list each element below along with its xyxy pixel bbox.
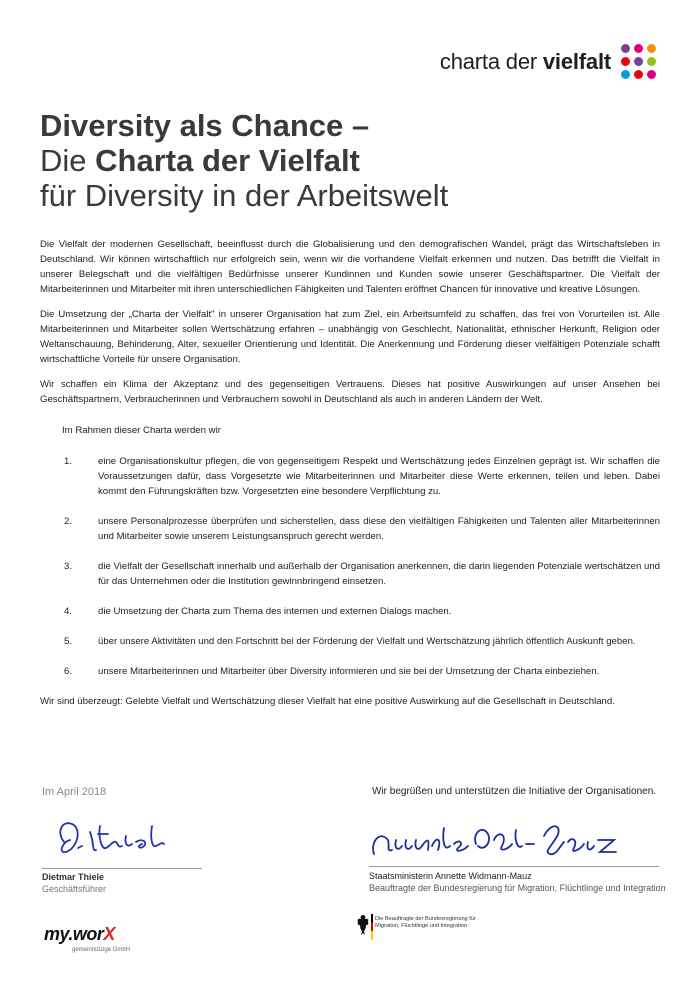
signing-date: Im April 2018: [42, 786, 107, 798]
title-line-3: für Diversity in der Arbeitswelt: [40, 178, 449, 213]
signature-right: [368, 806, 638, 866]
logo-dot: [634, 44, 643, 53]
logo-dot: [621, 70, 630, 79]
logo-dot: [621, 57, 630, 66]
logo-dot: [621, 44, 630, 53]
charta-logo: [440, 44, 656, 79]
document-title: [40, 108, 660, 213]
paragraph: Die Vielfalt der modernen Gesellschaft, beeinflusst durch die Globalisierung und den demografischen Wandel, prägt das Wirtschaftsleben in Deutschland. Wir können wirtschaftlich nur erfolgreich sein, wenn wir die vorhandene Vielfalt erkennen und nutzen. Das betrifft die Vielfalt in unserer Belegschaft und die vielfältigen Bedürfnisse unserer Kundinnen und Kunden sowie unserer Geschäftspartner. Die Vielfalt der Mitarbeiterinnen und Mitarbeiter mit ihren unterschiedlichen Fähigkeiten und Talenten eröffnet Chancen für innovative und kreative Lösungen.: [40, 239, 660, 295]
signer-right-role: Beauftragte der Bundesregierung für Migration, Flüchtlinge und Integration: [369, 883, 666, 893]
list-item: 2. unsere Personalprozesse überprüfen und sicherstellen, dass diese den vielfältigen Fähigkeiten und Talenten aller Mitarbeiterinnen und Mitarbeiter sowie unserem Leistungsanspruch gerecht werden.: [64, 516, 660, 542]
commitments-intro: Im Rahmen dieser Charta werden wir: [62, 425, 221, 436]
logo-text: charta der vielfalt: [439, 48, 611, 74]
list-item: 6. unsere Mitarbeiterinnen und Mitarbeiter über Diversity informieren und sie bei der Umsetzung der Charta einbeziehen.: [64, 666, 600, 677]
logo-dot: [647, 57, 656, 66]
myworx-logo: my.worX: [44, 924, 115, 944]
signer-left-role: Geschäftsführer: [42, 884, 107, 894]
myworx-subtitle: gemeinnützige GmbH: [72, 947, 131, 953]
government-logo-text: Die Beauftragte der Bundesregierung für Migration, Flüchtlinge und Integration: [375, 916, 476, 929]
signer-right-name: Staatsministerin Annette Widmann-Mauz: [369, 871, 532, 881]
logo-dot: [647, 70, 656, 79]
list-item: 5. über unsere Aktivitäten und den Fortschritt bei der Förderung der Vielfalt und Wertschätzung jährlich öffentlich Auskunft geben.: [64, 636, 636, 647]
logo-dot: [647, 44, 656, 53]
paragraph: Die Umsetzung der „Charta der Vielfalt" in unserer Organisation hat zum Ziel, ein Arbeitsumfeld zu schaffen, das frei von Vorurteilen ist. Alle Mitarbeiterinnen und Mitarbeiter sollen Wertschätzung erfahren – unabhängig von Geschlecht, Nationalität, ethnischer Herkunft, Religion oder Weltanschauung, Behinderung, Alter, sexueller Orientierung und Identität. Die Anerkennung und Förderung dieser vielfältigen Potenziale schafft wirtschaftliche Vorteile für unsere Organisation.: [40, 309, 660, 365]
logo-dots: [621, 44, 656, 79]
list-item: 3. die Vielfalt der Gesellschaft innerhalb und außerhalb der Organisation anerkennen, die darin liegenden Potenziale wertschätzen und für das Unternehmen oder die Institution gewinnbringend einsetzen.: [64, 561, 660, 587]
paragraph: Wir schaffen ein Klima der Akzeptanz und des gegenseitigen Vertrauens. Dieses hat positive Auswirkungen auf unser Ansehen bei Geschäftspartnern, Verbraucherinnen und Verbrauchern sowohl in Deutschland als auch in anderen Ländern der Welt.: [40, 379, 660, 405]
list-item: 1. eine Organisationskultur pflegen, die von gegenseitigem Respekt und Wertschätzung jedes Einzelnen geprägt ist. Wir schaffen die Voraussetzungen dafür, dass Vorgesetzte wie Mitarbeiterinnen und Mitarbeiter diese Werte erkennen, teilen und leben. Dabei kommt den Führungskräften bzw. Vorgesetzten eine besondere Verpflichtung zu.: [64, 456, 660, 497]
signature-left: [52, 812, 182, 867]
signer-left-name: Dietmar Thiele: [42, 872, 105, 882]
logo-dot: [634, 70, 643, 79]
closing-statement: Wir sind überzeugt: Gelebte Vielfalt und Wertschätzung dieser Vielfalt hat eine positive Auswirkung auf die Gesellschaft in Deutschland.: [40, 696, 615, 707]
signature-line-left: [42, 868, 202, 869]
signature-line-right: [369, 866, 659, 867]
german-flag-bar: [371, 914, 373, 940]
list-item: 4. die Umsetzung der Charta zum Thema des internen und externen Dialogs machen.: [64, 606, 452, 617]
title-line-2: Die Charta der Vielfalt: [40, 143, 360, 178]
title-line-1: Diversity als Chance –: [40, 108, 370, 143]
commitments-list: [40, 454, 660, 679]
document-body: [40, 237, 660, 719]
welcome-statement: Wir begrüßen und unterstützen die Initiative der Organisationen.: [372, 786, 657, 797]
logo-dot: [634, 57, 643, 66]
federal-eagle-icon: [357, 914, 369, 936]
